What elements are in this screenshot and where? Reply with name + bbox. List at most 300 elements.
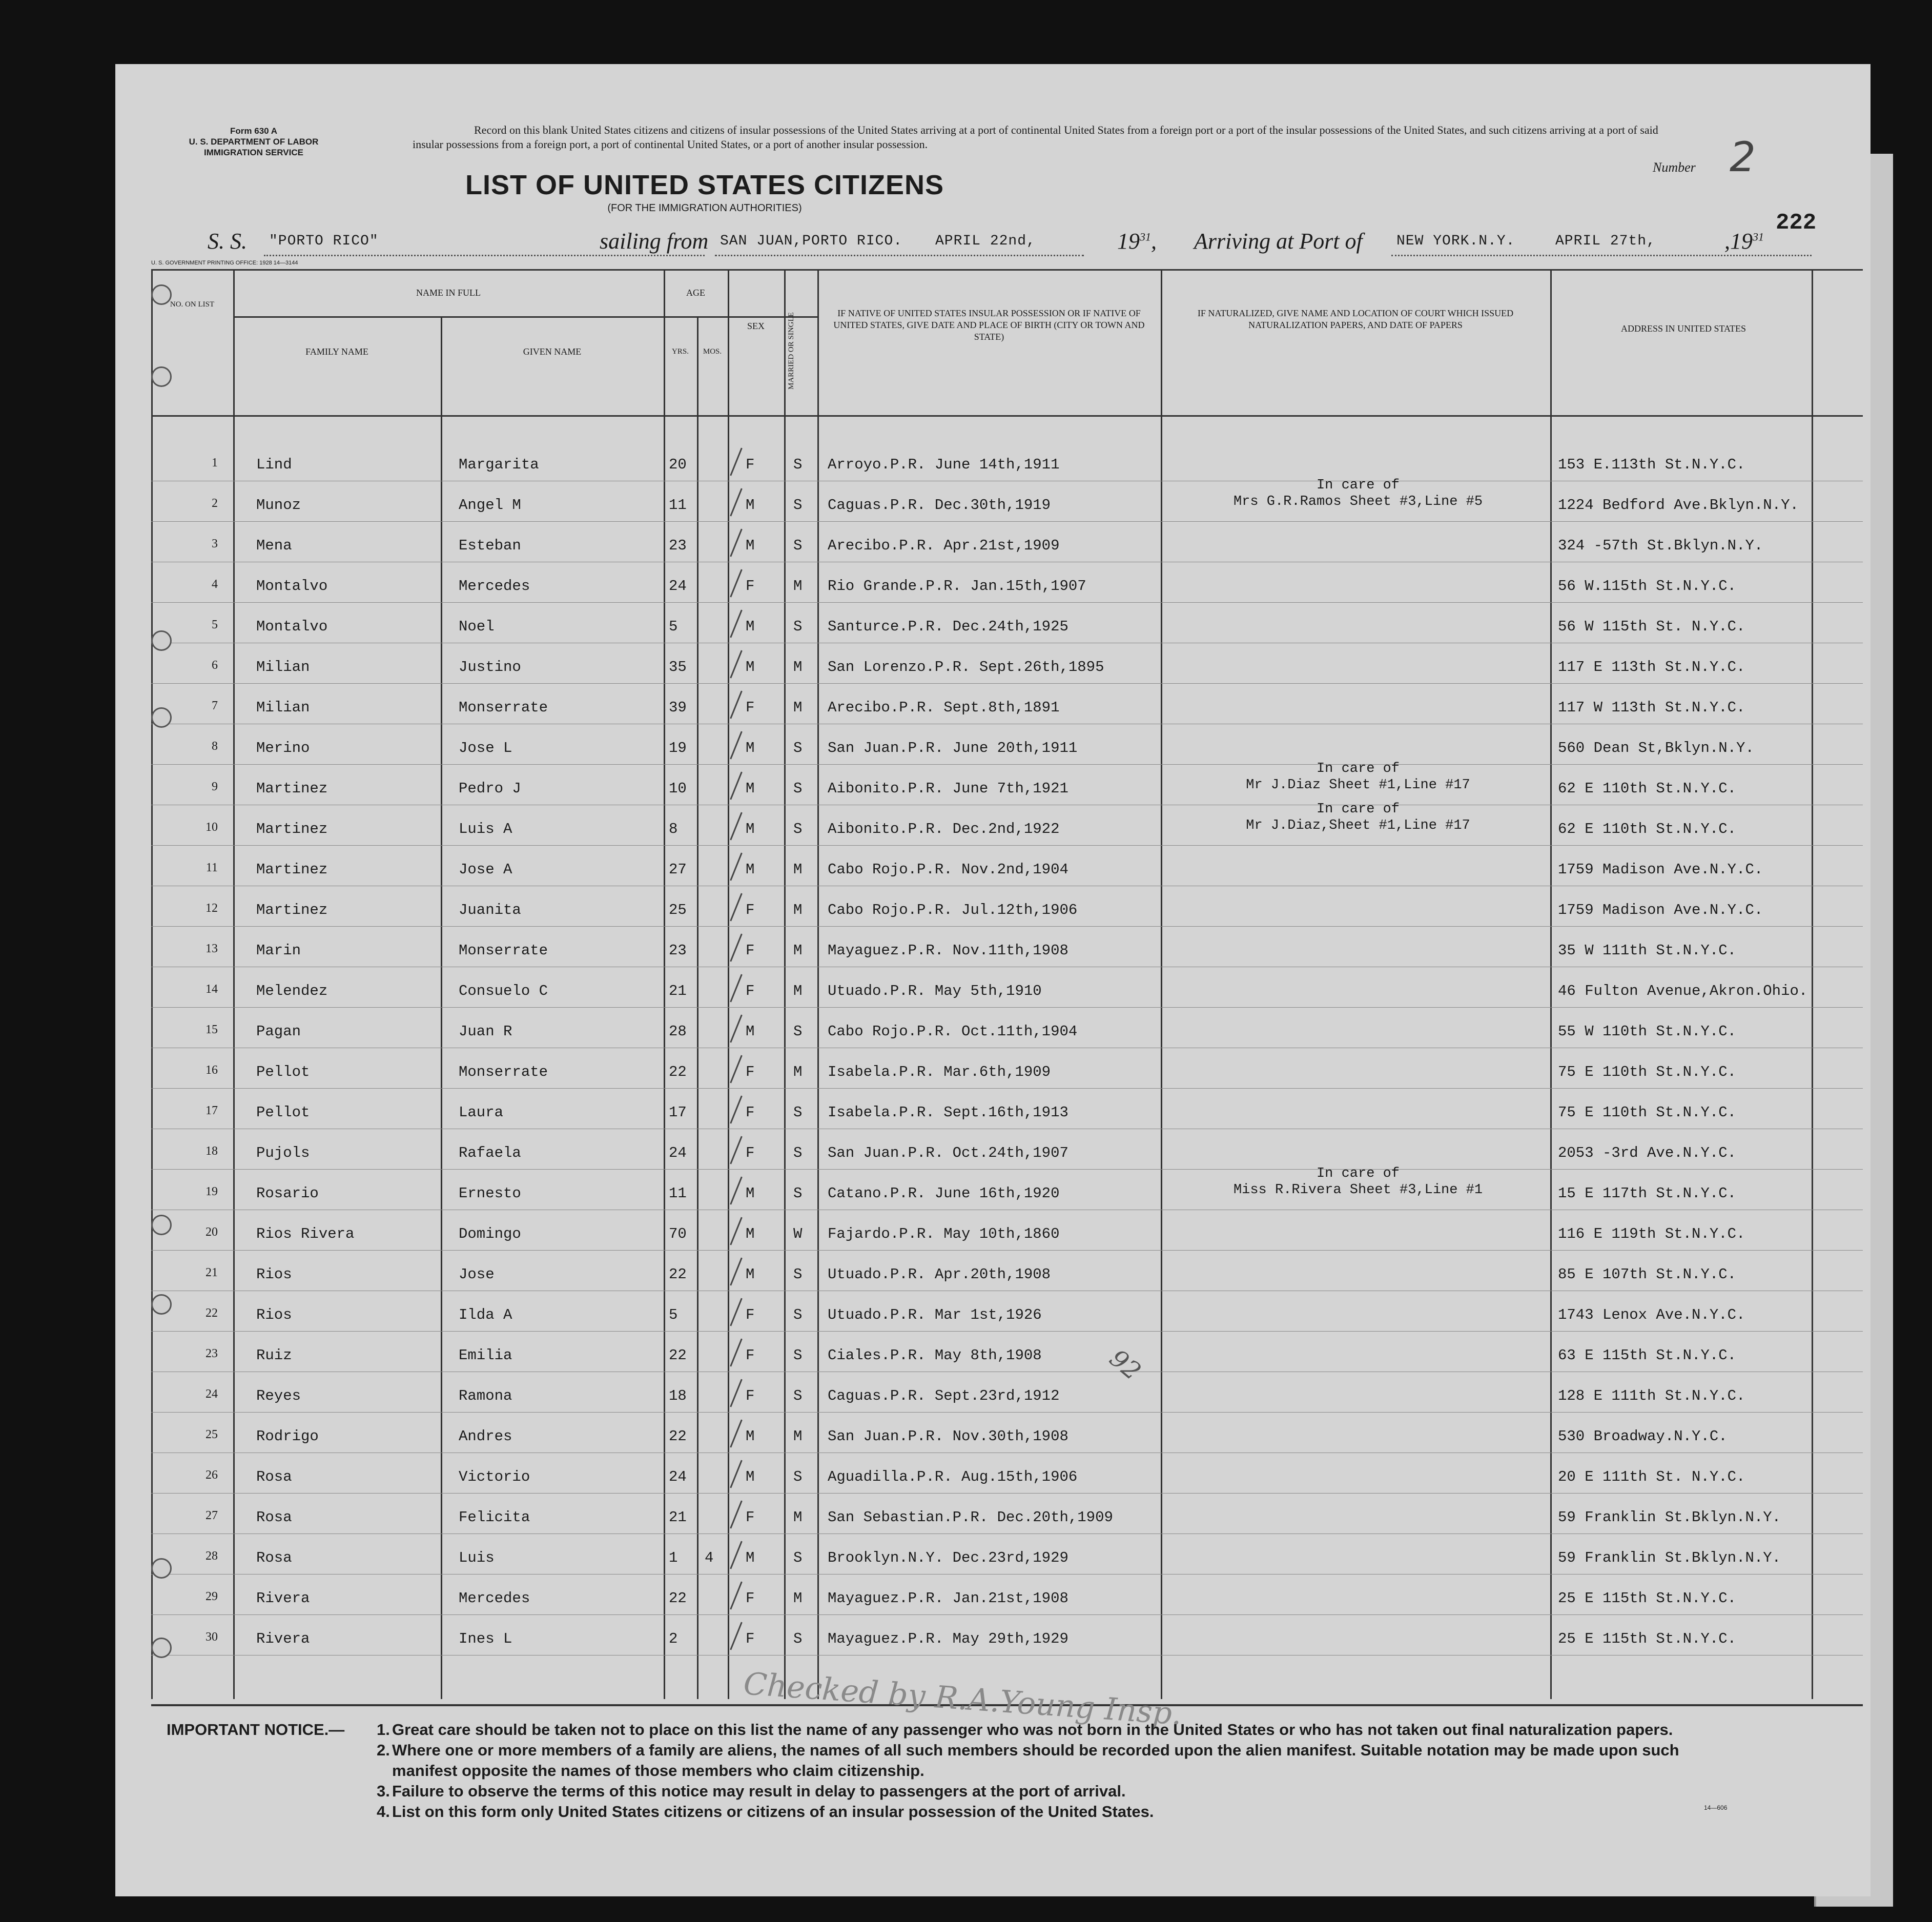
row-sex: F xyxy=(746,1509,755,1526)
row-address: 15 E 117th St.N.Y.C. xyxy=(1558,1185,1737,1202)
care-note-reference: Miss R.Rivera Sheet #3,Line #1 xyxy=(1233,1182,1483,1198)
row-birth-place-date: Aibonito.P.R. June 7th,1921 xyxy=(828,780,1068,797)
sheet-number: 222 xyxy=(1776,210,1817,236)
row-marital-status: S xyxy=(793,1023,803,1040)
row-birth-place-date: Arecibo.P.R. Apr.21st,1909 xyxy=(828,537,1060,554)
form-identifier xyxy=(146,126,361,158)
handwritten-margin-note: 92 xyxy=(1104,1343,1146,1386)
year-two-prefix: 19 xyxy=(1730,229,1753,254)
header-mos: MOS. xyxy=(703,347,722,356)
row-marital-status: M xyxy=(793,942,803,959)
care-note-reference: Mr J.Diaz,Sheet #1,Line #17 xyxy=(1246,818,1470,833)
col-line xyxy=(728,269,729,1699)
row-marital-status: S xyxy=(793,537,803,554)
row-age-years: 22 xyxy=(669,1266,687,1283)
row-birth-place-date: Caguas.P.R. Dec.30th,1919 xyxy=(828,497,1051,514)
row-age-years: 5 xyxy=(669,1306,678,1323)
row-sex: F xyxy=(746,1144,755,1161)
row-sex: M xyxy=(746,1266,755,1283)
row-given-name: Rafaela xyxy=(459,1144,521,1161)
page-title: LIST OF UNITED STATES CITIZENS xyxy=(465,170,944,200)
row-sex: F xyxy=(746,1387,755,1404)
row-given-name: Andres xyxy=(459,1428,512,1445)
row-birth-place-date: Santurce.P.R. Dec.24th,1925 xyxy=(828,618,1068,635)
row-address: 560 Dean St,Bklyn.N.Y. xyxy=(1558,740,1754,756)
to-port: NEW YORK.N.Y. xyxy=(1396,233,1515,249)
row-family-name: Mena xyxy=(256,537,292,554)
row-age-years: 10 xyxy=(669,780,687,797)
row-line-number: 30 xyxy=(205,1630,218,1644)
row-family-name: Pujols xyxy=(256,1144,310,1161)
row-family-name: Rosa xyxy=(256,1509,292,1526)
row-birth-place-date: Brooklyn.N.Y. Dec.23rd,1929 xyxy=(828,1549,1068,1566)
row-address: 85 E 107th St.N.Y.C. xyxy=(1558,1266,1737,1283)
row-marital-status: S xyxy=(793,1266,803,1283)
page-subtitle: (FOR THE IMMIGRATION AUTHORITIES) xyxy=(607,202,802,214)
year-one-suffix: 31 xyxy=(1140,230,1151,243)
number-field xyxy=(1653,133,1832,181)
row-address: 1224 Bedford Ave.Bklyn.N.Y. xyxy=(1558,497,1799,514)
row-line-number: 4 xyxy=(212,578,218,591)
check-slash-mark xyxy=(730,650,743,679)
care-note-label: In care of xyxy=(1316,478,1400,493)
row-marital-status: S xyxy=(793,1144,803,1161)
row-marital-status: M xyxy=(793,699,803,716)
check-slash-mark xyxy=(730,1217,743,1245)
row-address: 59 Franklin St.Bklyn.N.Y. xyxy=(1558,1549,1781,1566)
care-note-reference: Mrs G.R.Ramos Sheet #3,Line #5 xyxy=(1233,494,1483,509)
row-birth-place-date: Isabela.P.R. Sept.16th,1913 xyxy=(828,1104,1068,1121)
row-family-name: Reyes xyxy=(256,1387,301,1404)
row-given-name: Jose xyxy=(459,1266,495,1283)
row-marital-status: M xyxy=(793,659,803,676)
col-line xyxy=(784,269,786,1699)
check-slash-mark xyxy=(730,569,743,598)
row-age-years: 19 xyxy=(669,740,687,756)
row-sex: F xyxy=(746,1104,755,1121)
row-rule xyxy=(151,1493,1863,1494)
row-family-name: Martinez xyxy=(256,902,328,918)
row-line-number: 22 xyxy=(205,1306,218,1320)
row-age-years: 8 xyxy=(669,821,678,837)
col-line xyxy=(233,269,235,1699)
row-age-years: 1 xyxy=(669,1549,678,1566)
notice-item-4 xyxy=(377,1802,1837,1822)
care-note xyxy=(1163,761,1553,793)
care-note xyxy=(1163,801,1553,834)
row-address: 116 E 119th St.N.Y.C. xyxy=(1558,1225,1745,1242)
row-marital-status: S xyxy=(793,618,803,635)
row-family-name: Ruiz xyxy=(256,1347,292,1364)
row-given-name: Ilda A xyxy=(459,1306,512,1323)
header-name-in-full: NAME IN FULL xyxy=(416,288,481,298)
row-given-name: Mercedes xyxy=(459,1590,530,1607)
row-given-name: Felicita xyxy=(459,1509,530,1526)
row-age-years: 17 xyxy=(669,1104,687,1121)
header-married-single: MARRIED OR SINGLE xyxy=(787,312,795,390)
row-given-name: Consuelo C xyxy=(459,983,548,999)
row-marital-status: S xyxy=(793,1347,803,1364)
notice-item-2-continued: manifest opposite the names of those members who claim citizenship. xyxy=(392,1762,924,1780)
ship-name: "PORTO RICO" xyxy=(269,233,379,249)
row-age-years: 24 xyxy=(669,1468,687,1485)
notice-item-1 xyxy=(377,1720,1837,1740)
row-family-name: Rios xyxy=(256,1266,292,1283)
row-rule xyxy=(151,845,1863,846)
header-no-on-list: NO. ON LIST xyxy=(170,300,215,309)
header-birth: IF NATIVE OF UNITED STATES INSULAR POSSESSION OR IF NATIVE OF UNITED STATES, GIVE DATE AND PLACE OF BIRTH (CITY OR TOWN AND STATE) xyxy=(833,308,1145,342)
row-age-years: 28 xyxy=(669,1023,687,1040)
row-line-number: 13 xyxy=(205,942,218,955)
check-slash-mark xyxy=(730,853,743,881)
row-marital-status: S xyxy=(793,497,803,514)
row-age-years: 22 xyxy=(669,1064,687,1080)
row-line-number: 17 xyxy=(205,1104,218,1117)
checked-by-signature: Checked by R.A.Young Insp. xyxy=(742,1666,1183,1732)
notice-item-text: Great care should be taken not to place on this list the name of any passenger who was not born in the United States or who has not taken out final naturalization papers. xyxy=(392,1721,1673,1739)
row-sex: F xyxy=(746,942,755,959)
check-slash-mark xyxy=(730,1055,743,1083)
row-age-years: 24 xyxy=(669,578,687,595)
manifest-page xyxy=(115,64,1871,1896)
row-family-name: Milian xyxy=(256,659,310,676)
check-slash-mark xyxy=(730,1096,743,1124)
row-rule xyxy=(151,1574,1863,1575)
row-address: 1759 Madison Ave.N.Y.C. xyxy=(1558,861,1763,878)
row-birth-place-date: Rio Grande.P.R. Jan.15th,1907 xyxy=(828,578,1086,595)
check-slash-mark xyxy=(730,529,743,557)
row-birth-place-date: Mayaguez.P.R. May 29th,1929 xyxy=(828,1630,1068,1647)
row-family-name: Martinez xyxy=(256,861,328,878)
row-address: 62 E 110th St.N.Y.C. xyxy=(1558,821,1737,837)
row-family-name: Pagan xyxy=(256,1023,301,1040)
care-note-reference: Mr J.Diaz Sheet #1,Line #17 xyxy=(1246,778,1470,793)
header-family-name: FAMILY NAME xyxy=(305,346,368,357)
col-line xyxy=(151,269,153,1699)
row-birth-place-date: Aguadilla.P.R. Aug.15th,1906 xyxy=(828,1468,1078,1485)
row-birth-place-date: Utuado.P.R. Apr.20th,1908 xyxy=(828,1266,1051,1283)
row-given-name: Esteban xyxy=(459,537,521,554)
notice-item-3 xyxy=(377,1781,1837,1802)
row-line-number: 23 xyxy=(205,1347,218,1360)
row-line-number: 9 xyxy=(212,780,218,793)
row-birth-place-date: Caguas.P.R. Sept.23rd,1912 xyxy=(828,1387,1060,1404)
row-line-number: 8 xyxy=(212,740,218,753)
header-yrs: YRS. xyxy=(672,347,689,356)
row-given-name: Jose A xyxy=(459,861,512,878)
row-birth-place-date: Cabo Rojo.P.R. Nov.2nd,1904 xyxy=(828,861,1068,878)
year-two: $,19^{31}$ xyxy=(1724,229,1764,254)
care-note-label: In care of xyxy=(1316,1166,1400,1181)
row-line-number: 19 xyxy=(205,1185,218,1198)
from-port: SAN JUAN,PORTO RICO. xyxy=(720,233,903,249)
row-given-name: Angel M xyxy=(459,497,521,514)
row-age-years: 23 xyxy=(669,942,687,959)
row-given-name: Monserrate xyxy=(459,1064,548,1080)
row-marital-status: S xyxy=(793,1387,803,1404)
row-marital-status: S xyxy=(793,1185,803,1202)
row-birth-place-date: Cabo Rojo.P.R. Jul.12th,1906 xyxy=(828,902,1078,918)
row-given-name: Ernesto xyxy=(459,1185,521,1202)
row-marital-status: S xyxy=(793,780,803,797)
row-birth-place-date: Mayaguez.P.R. Nov.11th,1908 xyxy=(828,942,1068,959)
row-sex: M xyxy=(746,1225,755,1242)
row-birth-place-date: Aibonito.P.R. Dec.2nd,1922 xyxy=(828,821,1060,837)
row-birth-place-date: Fajardo.P.R. May 10th,1860 xyxy=(828,1225,1060,1242)
row-address: 25 E 115th St.N.Y.C. xyxy=(1558,1630,1737,1647)
row-given-name: Ines L xyxy=(459,1630,512,1647)
row-family-name: Martinez xyxy=(256,780,328,797)
row-age-years: 2 xyxy=(669,1630,678,1647)
row-age-years: 18 xyxy=(669,1387,687,1404)
row-family-name: Pellot xyxy=(256,1064,310,1080)
row-age-years: 39 xyxy=(669,699,687,716)
row-line-number: 28 xyxy=(205,1549,218,1563)
header-address: ADDRESS IN UNITED STATES xyxy=(1620,323,1746,334)
row-age-years: 21 xyxy=(669,1509,687,1526)
row-given-name: Monserrate xyxy=(459,699,548,716)
row-marital-status: S xyxy=(793,1630,803,1647)
row-family-name: Rivera xyxy=(256,1590,310,1607)
sailing-line xyxy=(115,228,1871,274)
row-sex: M xyxy=(746,618,755,635)
row-marital-status: S xyxy=(793,456,803,473)
row-birth-place-date: San Juan.P.R. Oct.24th,1907 xyxy=(828,1144,1068,1161)
row-family-name: Rosa xyxy=(256,1549,292,1566)
row-address: 324 -57th St.Bklyn.N.Y. xyxy=(1558,537,1763,554)
check-slash-mark xyxy=(730,812,743,841)
row-address: 75 E 110th St.N.Y.C. xyxy=(1558,1104,1737,1121)
row-sex: M xyxy=(746,1549,755,1566)
row-given-name: Pedro J xyxy=(459,780,521,797)
row-age-years: 11 xyxy=(669,1185,687,1202)
row-birth-place-date: San Sebastian.P.R. Dec.20th,1909 xyxy=(828,1509,1113,1526)
notice-item-text: Where one or more members of a family are aliens, the names of all such members should be recorded upon the alien manifest. Suitable notation may be made upon such xyxy=(392,1741,1679,1759)
row-given-name: Luis A xyxy=(459,821,512,837)
row-address: 20 E 111th St. N.Y.C. xyxy=(1558,1468,1745,1485)
table-top-border xyxy=(151,269,1863,271)
check-slash-mark xyxy=(730,1177,743,1205)
row-address: 128 E 111th St.N.Y.C. xyxy=(1558,1387,1745,1404)
row-given-name: Luis xyxy=(459,1549,495,1566)
row-marital-status: M xyxy=(793,1064,803,1080)
row-rule xyxy=(151,1412,1863,1413)
row-rule xyxy=(151,1169,1863,1170)
row-address: 1743 Lenox Ave.N.Y.C. xyxy=(1558,1306,1745,1323)
notice-item-2 xyxy=(377,1740,1837,1761)
punch-hole xyxy=(151,1294,172,1315)
check-slash-mark xyxy=(730,1298,743,1326)
row-age-years: 22 xyxy=(669,1347,687,1364)
row-sex: F xyxy=(746,699,755,716)
intro-instructions: Record on this blank United States citizens and citizens of insular possessions of the United States arriving at a port of continental United States from a foreign port or a port of the insular possessions of the United States, and such citizens arriving at a port of said insular possessions from a foreign port, a port of continental United States, or a port of another insular possession. xyxy=(413,124,1658,151)
row-line-number: 12 xyxy=(205,902,218,915)
row-age-years: 20 xyxy=(669,456,687,473)
check-slash-mark xyxy=(730,772,743,800)
check-slash-mark xyxy=(730,1379,743,1407)
row-family-name: Melendez xyxy=(256,983,328,999)
row-given-name: Justino xyxy=(459,659,521,676)
printer-line: U. S. GOVERNMENT PRINTING OFFICE: 1928 14—3144 xyxy=(151,260,298,266)
year-one-prefix: 19 xyxy=(1117,229,1140,254)
row-given-name: Juanita xyxy=(459,902,521,918)
row-family-name: Rios Rivera xyxy=(256,1225,355,1242)
row-birth-place-date: Arecibo.P.R. Sept.8th,1891 xyxy=(828,699,1060,716)
row-line-number: 24 xyxy=(205,1387,218,1401)
row-given-name: Laura xyxy=(459,1104,504,1121)
row-family-name: Pellot xyxy=(256,1104,310,1121)
row-marital-status: S xyxy=(793,1549,803,1566)
row-line-number: 27 xyxy=(205,1509,218,1522)
row-rule xyxy=(151,1007,1863,1008)
row-sex: F xyxy=(746,1064,755,1080)
care-note-label: In care of xyxy=(1316,802,1400,817)
row-marital-status: M xyxy=(793,1590,803,1607)
footer-form-code: 14—606 xyxy=(1704,1804,1728,1811)
notice-item-number: 2. xyxy=(377,1741,390,1759)
row-sex: M xyxy=(746,537,755,554)
row-sex: F xyxy=(746,902,755,918)
form-number: Form 630 A xyxy=(230,126,277,136)
row-sex: M xyxy=(746,821,755,837)
row-address: 62 E 110th St.N.Y.C. xyxy=(1558,780,1737,797)
row-line-number: 15 xyxy=(205,1023,218,1036)
check-slash-mark xyxy=(730,1460,743,1488)
care-note-label: In care of xyxy=(1316,761,1400,776)
notice-item-number: 1. xyxy=(377,1721,390,1739)
row-family-name: Rios xyxy=(256,1306,292,1323)
header-age: AGE xyxy=(686,288,705,298)
row-line-number: 11 xyxy=(205,861,218,874)
row-address: 1759 Madison Ave.N.Y.C. xyxy=(1558,902,1763,918)
year-two-suffix: 31 xyxy=(1753,230,1764,243)
row-age-years: 27 xyxy=(669,861,687,878)
row-family-name: Merino xyxy=(256,740,310,756)
row-given-name: Domingo xyxy=(459,1225,521,1242)
check-slash-mark xyxy=(730,1501,743,1529)
row-family-name: Montalvo xyxy=(256,618,328,635)
row-rule xyxy=(151,602,1863,603)
row-line-number: 25 xyxy=(205,1428,218,1441)
check-slash-mark xyxy=(730,731,743,760)
row-sex: M xyxy=(746,497,755,514)
row-sex: F xyxy=(746,1630,755,1647)
row-birth-place-date: Isabela.P.R. Mar.6th,1909 xyxy=(828,1064,1051,1080)
row-birth-place-date: San Lorenzo.P.R. Sept.26th,1895 xyxy=(828,659,1104,676)
row-line-number: 1 xyxy=(212,456,218,469)
row-marital-status: M xyxy=(793,902,803,918)
row-line-number: 10 xyxy=(205,821,218,834)
row-rule xyxy=(151,764,1863,765)
row-family-name: Rivera xyxy=(256,1630,310,1647)
from-date: APRIL 22nd, xyxy=(935,233,1036,249)
check-slash-mark xyxy=(730,1541,743,1569)
row-family-name: Montalvo xyxy=(256,578,328,595)
row-given-name: Jose L xyxy=(459,740,512,756)
year-one: $19^{31}$, xyxy=(1117,229,1157,254)
punch-hole xyxy=(151,1558,172,1579)
check-slash-mark xyxy=(730,893,743,922)
row-marital-status: S xyxy=(793,1104,803,1121)
row-given-name: Emilia xyxy=(459,1347,512,1364)
row-birth-place-date: Mayaguez.P.R. Jan.21st,1908 xyxy=(828,1590,1068,1607)
row-sex: F xyxy=(746,983,755,999)
col-line xyxy=(441,316,442,1699)
row-age-years: 35 xyxy=(669,659,687,676)
row-address: 35 W 111th St.N.Y.C. xyxy=(1558,942,1737,959)
row-sex: M xyxy=(746,861,755,878)
row-given-name: Victorio xyxy=(459,1468,530,1485)
col-line xyxy=(697,316,698,1699)
service-name: IMMIGRATION SERVICE xyxy=(204,148,303,157)
row-given-name: Monserrate xyxy=(459,942,548,959)
row-family-name: Martinez xyxy=(256,821,328,837)
check-slash-mark xyxy=(730,974,743,1003)
row-line-number: 14 xyxy=(205,983,218,996)
row-sex: M xyxy=(746,740,755,756)
arriving-label: Arriving at Port of xyxy=(1194,229,1363,254)
row-sex: F xyxy=(746,456,755,473)
row-address: 25 E 115th St.N.Y.C. xyxy=(1558,1590,1737,1607)
row-family-name: Rosario xyxy=(256,1185,319,1202)
row-line-number: 3 xyxy=(212,537,218,550)
row-given-name: Noel xyxy=(459,618,495,635)
check-slash-mark xyxy=(730,934,743,962)
row-line-number: 20 xyxy=(205,1225,218,1239)
row-sex: M xyxy=(746,780,755,797)
check-slash-mark xyxy=(730,610,743,638)
care-note xyxy=(1163,477,1553,510)
row-sex: M xyxy=(746,1468,755,1485)
row-address: 46 Fulton Avenue,Akron.Ohio. xyxy=(1558,983,1808,999)
row-sex: M xyxy=(746,1185,755,1202)
row-line-number: 26 xyxy=(205,1468,218,1482)
row-sex: M xyxy=(746,1023,755,1040)
header-naturalized: IF NATURALIZED, GIVE NAME AND LOCATION OF COURT WHICH ISSUED NATURALIZATION PAPERS, AND DATE OF PAPERS xyxy=(1197,308,1514,330)
row-address: 75 E 110th St.N.Y.C. xyxy=(1558,1064,1737,1080)
row-family-name: Munoz xyxy=(256,497,301,514)
row-age-years: 21 xyxy=(669,983,687,999)
check-slash-mark xyxy=(730,448,743,476)
col-line xyxy=(1812,269,1813,1699)
row-family-name: Marin xyxy=(256,942,301,959)
check-slash-mark xyxy=(730,1136,743,1164)
row-age-years: 24 xyxy=(669,1144,687,1161)
row-age-years: 70 xyxy=(669,1225,687,1242)
row-age-years: 22 xyxy=(669,1428,687,1445)
care-note xyxy=(1163,1166,1553,1198)
check-slash-mark xyxy=(730,1420,743,1448)
number-value: 2 xyxy=(1730,133,1756,181)
punch-hole xyxy=(151,284,172,305)
header-sex: SEX xyxy=(747,321,765,331)
punch-hole xyxy=(151,366,172,387)
row-birth-place-date: Catano.P.R. June 16th,1920 xyxy=(828,1185,1060,1202)
row-address: 530 Broadway.N.Y.C. xyxy=(1558,1428,1728,1445)
row-address: 63 E 115th St.N.Y.C. xyxy=(1558,1347,1737,1364)
row-sex: M xyxy=(746,1428,755,1445)
to-date: APRIL 27th, xyxy=(1555,233,1656,249)
row-birth-place-date: Cabo Rojo.P.R. Oct.11th,1904 xyxy=(828,1023,1078,1040)
row-line-number: 2 xyxy=(212,497,218,510)
row-address: 153 E.113th St.N.Y.C. xyxy=(1558,456,1745,473)
col-line xyxy=(664,269,665,1699)
row-rule xyxy=(151,926,1863,927)
punch-hole xyxy=(151,1638,172,1658)
row-address: 56 W 115th St. N.Y.C. xyxy=(1558,618,1745,635)
row-sex: F xyxy=(746,1306,755,1323)
row-age-years: 11 xyxy=(669,497,687,514)
